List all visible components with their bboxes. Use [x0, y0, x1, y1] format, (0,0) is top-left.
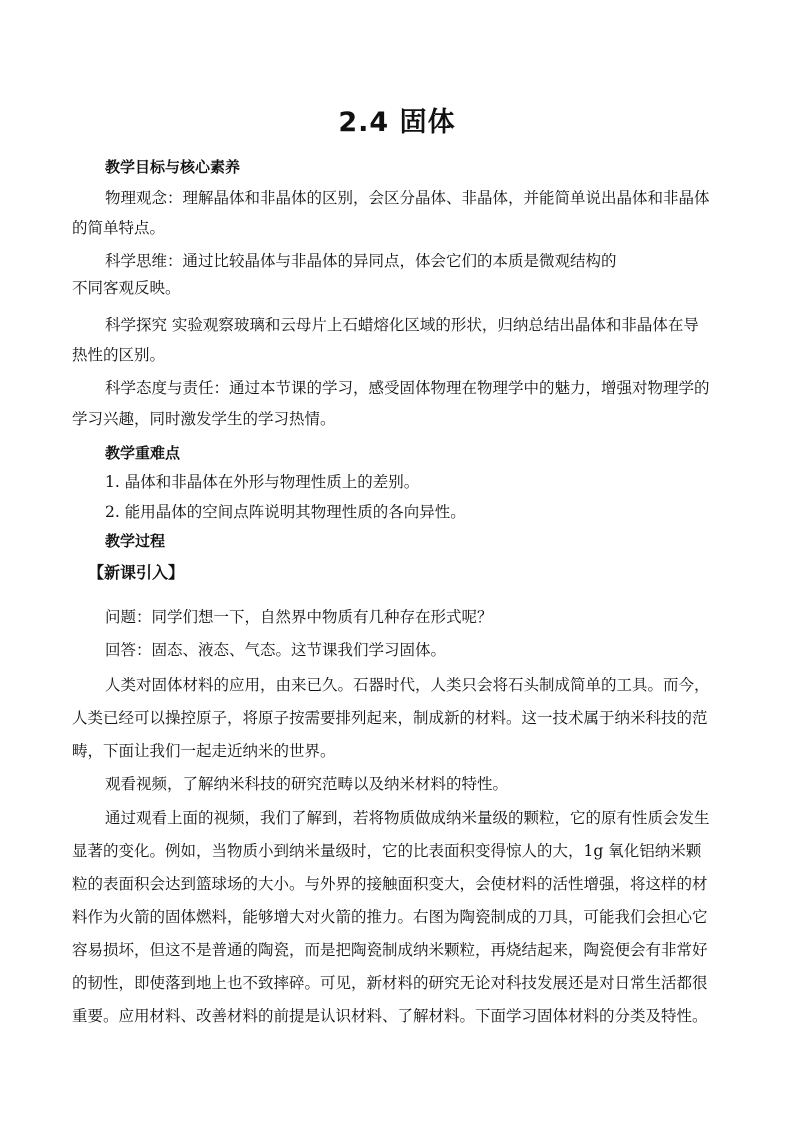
intro-answer: 回答：固态、液态、气态。这节课我们学习固体。	[105, 641, 447, 659]
attitude-line-2: 学习兴趣，同时激发学生的学习热情。	[72, 410, 336, 428]
para1-line: 人类已经可以操控原子，将原子按需要排列起来，制成新的材料。这一技术属于纳米科技的范	[72, 709, 708, 727]
para1-line: 人类对固体材料的应用，由来已久。石器时代，人类只会将石头制成简单的工具。而今，	[105, 676, 710, 694]
para1-line: 畴，下面让我们一起走近纳米的世界。	[72, 742, 336, 760]
key-points-heading: 教学重难点	[105, 444, 181, 462]
process-heading: 教学过程	[105, 532, 166, 550]
intro-heading: 【新课引入】	[88, 563, 185, 582]
para3-line: 容易损坏，但这不是普通的陶瓷，而是把陶瓷制成纳米颗粒，再烧结起来，陶瓷便会有非常好	[72, 941, 708, 959]
para3-line: 料作为火箭的固体燃料，能够增大对火箭的推力。右图为陶瓷制成的刀具，可能我们会担心它	[72, 908, 708, 926]
science-inquiry-line-2: 热性的区别。	[72, 346, 166, 364]
science-thinking-line-1: 科学思维：通过比较晶体与非晶体的异同点，体会它们的本质是微观结构的	[105, 252, 617, 270]
science-inquiry-line-1: 科学探究 实验观察玻璃和云母片上石蜡熔化区域的形状，归纳总结出晶体和非晶体在导	[105, 316, 699, 334]
para3-line: 重要。应用材料、改善材料的前提是认识材料、了解材料。下面学习固体材料的分类及特性。	[72, 1007, 708, 1025]
key-point-item: 1. 晶体和非晶体在外形与物理性质上的差别。	[105, 473, 420, 491]
physics-concept-line-2: 的简单特点。	[72, 219, 166, 237]
para3-line: 通过观看上面的视频，我们了解到，若将物质做成纳米量级的颗粒，它的原有性质会发生	[105, 809, 710, 827]
para3-line: 粒的表面积会达到篮球场的大小。与外界的接触面积变大，会使材料的活性增强，将这样的材	[72, 875, 708, 893]
key-point-item: 2. 能用晶体的空间点阵说明其物理性质的各向异性。	[105, 503, 466, 521]
science-thinking-line-2: 不同客观反映。	[72, 279, 181, 297]
objectives-heading: 教学目标与核心素养	[105, 158, 241, 176]
para3-line: 显著的变化。例如，当物质小到纳米量级时，它的比表面积变得惊人的大，1g 氧化铝纳米颗	[72, 842, 702, 860]
attitude-line-1: 科学态度与责任：通过本节课的学习，感受固体物理在物理学中的魅力，增强对物理学的	[105, 379, 710, 397]
physics-concept-line-1: 物理观念：理解晶体和非晶体的区别，会区分晶体、非晶体，并能简单说出晶体和非晶体	[105, 189, 710, 207]
para2-line: 观看视频，了解纳米科技的研究范畴以及纳米材料的特性。	[105, 775, 509, 793]
para3-line: 的韧性，即使落到地上也不致摔碎。可见，新材料的研究无论对科技发展还是对日常生活都很	[72, 974, 708, 992]
page-title: 2.4 固体	[338, 107, 456, 138]
intro-question: 问题：同学们想一下，自然界中物质有几种存在形式呢？	[105, 608, 493, 626]
